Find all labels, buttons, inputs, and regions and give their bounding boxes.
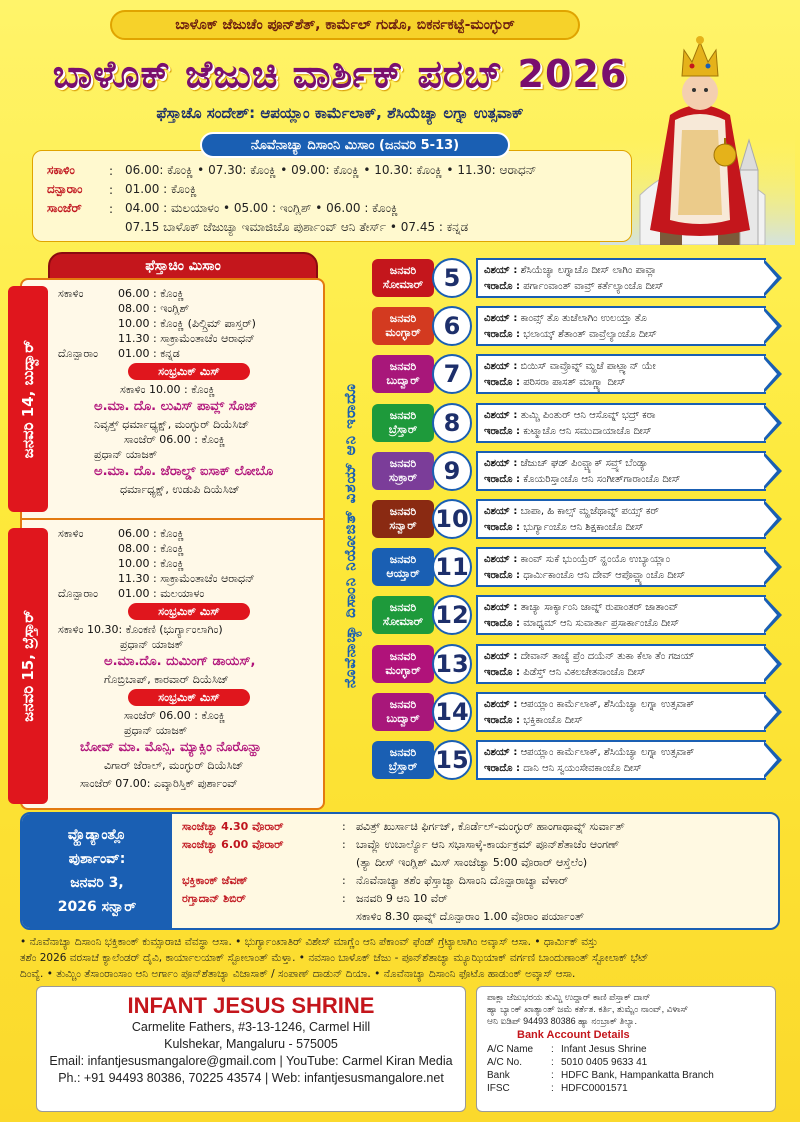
vishay-label: ವಿಶಯ್ : xyxy=(484,747,518,758)
colon: : xyxy=(109,182,114,197)
novena-day-row xyxy=(372,451,784,491)
day-month-label: ಜನವರಿ xyxy=(389,360,417,373)
day1-date-strip xyxy=(8,286,48,512)
irado-text: ಭುರ್ಗ್ಯಾಂಚೊ ಆನಿ ಶಿಕ್ಷಕಾಂಚೊ ದೀಸ್ xyxy=(523,522,644,533)
day-month-label: ಜನವರಿ xyxy=(389,312,417,325)
day-month-label: ಜನವರಿ xyxy=(389,746,417,759)
novena-day-row xyxy=(372,354,784,394)
procession-details xyxy=(182,818,772,926)
shrine-name: INFANT JESUS SHRINE xyxy=(127,993,375,1018)
mass-row xyxy=(58,526,320,541)
vishay-label: ವಿಶಯ್ : xyxy=(484,313,518,324)
bank-intro-line: ಆನಿ ಐಡಿಪ್ 94493 80386 ಹ್ಯಾ ನಂಬ್ರಾಕ್ ತಿಲ್ಯಾ. xyxy=(487,1016,638,1026)
novena-day-row xyxy=(372,644,784,684)
mass-time: 08.00 : ಇಂಗ್ಲಿಶ್ xyxy=(118,302,190,315)
note-line: • ನೊವೆನಾಚ್ಯಾ ದಿಸಾಂನಿ ಭಕ್ತಿಕಾಂಕ್ ಕುಮ್ಸಾರಾಚಿ ವೆವಸ್ಥಾ ಆಸಾ. • ಭುರ್ಗ್ಯಾಂಖಾತಿರ್ ವಿಶೇಸ್ ಮಾಗ್ಣೆಂ ಆನಿ ಪೆಕಾಂವ್ ಫೆಂಡ್ ಗ್ರೆಟ್ಯಾಲಾಗಿಂ ಅವ್ಕಾಸ್ ಆಸಾ. • ಧಾರ್ಮಿಕ್ ವಸ್ತು xyxy=(20,936,598,948)
procession-key: ಸಾಂಜೆಚ್ಯಾ 6.00 ವೊರಾರ್ xyxy=(182,838,284,851)
solemn-mass-pill: ಸಂಭ್ರಮಿಕ್ ಮಿಸ್ xyxy=(128,689,250,706)
mass-time: 01.00 : ಕನ್ನಡ xyxy=(118,347,180,360)
day-month-label: ಜನವರಿ xyxy=(389,698,417,711)
celebrant-role: ನಿವೃತ್ತ್ ಧರ್ಮಾಧ್ಯಕ್ಷ್, ಮಂಗ್ಳುರ್ ದಿಯೆಸಿಜ್ xyxy=(94,418,250,431)
theme-line: ಫೆಸ್ತಾಚೊ ಸಂದೇಶ್: ಆಪಯ್ಲಾಂ ಕಾರ್ಮೆಲಾಕ್, ಶೆಸಿಯೆಚ್ಯಾ ಲಗ್ನಾ ಉತ್ಸವಾಕ್ xyxy=(156,104,524,122)
day-badge xyxy=(372,596,434,634)
vishay-label: ವಿಶಯ್ : xyxy=(484,265,518,276)
day-number: 14 xyxy=(432,692,472,732)
colon: : xyxy=(342,820,346,833)
irado-text: ಧಾರ್ಮಿಕಾಂಚೊ ಆನಿ ದೇವ್ ಆಪೊವ್ಣ್ಯಾಂಚೊ ದೀಸ್ xyxy=(523,570,686,581)
day-month-label: ಜನವರಿ xyxy=(389,457,417,470)
day-theme-info xyxy=(476,692,766,732)
procession-value: ಪವಿತ್ರ್ ಖುರ್ಸಾಚಿ ಫಿರ್ಗಜ್, ಕೊರ್ಡೆಲ್-ಮಂಗ್ಳುರ್ ಹಾಂಗಾಥಾವ್ನ್ ಸುರ್ವಾತ್ xyxy=(356,820,625,833)
vishay-label: ವಿಶಯ್ : xyxy=(484,554,518,565)
novena-schedule-box xyxy=(32,150,632,242)
time-label: ಸಕಾಳಿಂ xyxy=(58,287,84,300)
note-line: ತಶೆಂ 2026 ವರಸಾಚೆ ಕ್ಯಾಲೆಂಡರ್ ದೈವಿ, ಕಾರ್ಯಾಲಯಾಕ್ ಸ್ಟೋಲಾಂತ್ ಮೆಳ್ತಾ. • ನವಸಾಂ ಬಾಳೊಕ್ ಜೆಜು - ಪೂನ್‌ಶೆತಾಚ್ಯಾ ಮ್ಯೂಝಿಯಾಕ್ ವರ್ಗಣಿ ಬಾಂದುಣಾಂತ್ ಸ್ಟೋಲಾಕ್ ಭೆಟ್ xyxy=(20,952,649,964)
arrow-tip-icon xyxy=(764,595,784,635)
day-weekday-label: ಸುಕ್ರಾರ್ xyxy=(388,471,418,484)
irado-label: ಇರಾದೊ : xyxy=(484,763,521,774)
novena-day-row xyxy=(372,403,784,443)
day-number: 13 xyxy=(432,644,472,684)
bank-row xyxy=(487,1069,765,1082)
irado-text: ಪರಿಸರಾ ಪಾಸತ್ ಮಾಗ್ಣ್ಯಾ ದೀಸ್ xyxy=(523,377,626,388)
novena-day-row xyxy=(372,547,784,587)
arrow-tip-icon xyxy=(764,692,784,732)
day-weekday-label: ಬುದ್ವಾರ್ xyxy=(386,374,420,387)
bank-intro xyxy=(487,991,765,1027)
arrow-tip-icon xyxy=(764,306,784,346)
day-number: 7 xyxy=(432,354,472,394)
day-irado-line xyxy=(484,279,760,295)
day-irado-line xyxy=(484,713,760,729)
mass-row xyxy=(58,286,320,301)
day-badge xyxy=(372,693,434,731)
celebrant-title: ಪ್ರಧಾನ್ ಯಾಜಕ್ xyxy=(94,448,158,461)
shrine-address-line: Carmelite Fathers, #3-13-1246, Carmel Hill xyxy=(131,1020,371,1034)
time-label: ಸಕಾಳಿಂ xyxy=(58,527,84,540)
day-weekday-label: ಸೋಮಾರ್ xyxy=(382,278,424,291)
colon: : xyxy=(551,1083,554,1094)
day-irado-line xyxy=(484,761,760,777)
celebrant-name: ಬೋವ್ ಮಾ. ಮೊನ್ಸಿ. ಮ್ಯಾಕ್ಸಿಂ ನೊರೊನ್ಹಾ xyxy=(80,740,262,755)
procession-value: (ತ್ಯಾ ದೀಸ್ ಇಂಗ್ಲಿಶ್ ಮಿಸ್ ಸಾಂಜೆಚ್ಯಾ 5:00 ವೊರಾರ್ ಆಸ್ತೆಲೆಂ) xyxy=(356,856,588,869)
arrow-tip-icon xyxy=(764,403,784,443)
day-theme-info xyxy=(476,354,766,394)
vishay-label: ವಿಶಯ್ : xyxy=(484,651,518,662)
mass-row xyxy=(58,586,320,601)
mass-row xyxy=(58,556,320,571)
procession-label xyxy=(22,814,172,928)
novena-day-row xyxy=(372,595,784,635)
colon: : xyxy=(109,201,114,216)
celebrant-role: ಗೊಬ್ರಿಬಾಪ್, ಕಾರವಾರ್ ದಿಯೆಸಿಜ್ xyxy=(104,673,229,686)
procession-value: ಬಾವ್ಲೊ ಉಬಾರ್ಲ್ಯೊ ಆನಿ ಸಭಾಸಾಳ್ಕೆ-ಕಾರ್ಯಕ್ರಮ್ ಪೂನ್‌ಶೆತಾಚೆಂ ಆಂಗಣ್ xyxy=(356,838,620,851)
arrow-tip-icon xyxy=(764,499,784,539)
procession-line xyxy=(182,908,772,926)
arrow-tip-icon xyxy=(764,451,784,491)
arrow-tip-icon xyxy=(764,547,784,587)
procession-label-line: ಪುರ್ಶಾಂವ್: xyxy=(68,851,126,867)
procession-line xyxy=(182,872,772,890)
day-month-label: ಜನವರಿ xyxy=(389,409,417,422)
day-number: 8 xyxy=(432,403,472,443)
day-number: 15 xyxy=(432,740,472,780)
day-month-label: ಜನವರಿ xyxy=(389,650,417,663)
vishay-text: ಕಾಂವ್ಸ್ ತೊ ತುಜೆಲಾಗಿಂ ಉಲಯ್ತಾ ತೊ xyxy=(520,313,647,324)
day-badge xyxy=(372,548,434,586)
vishay-text: ತಾಚ್ಯಾ ಸಾರ್ಕ್ಯಾಂನಿ ಜಾವ್ನ್ ರುಪಾಂತರ್ ಜಾತಾಂವ್ xyxy=(520,602,679,613)
day-number: 10 xyxy=(432,499,472,539)
mass-time: 11.30 : ಸಾಕ್ರಾಮೆಂತಾಚೆಂ ಆರಾಧನ್ xyxy=(118,332,255,345)
bank-key: Bank xyxy=(487,1070,510,1081)
procession-label-line: 2026 ಸನ್ವಾರ್ xyxy=(57,899,137,915)
mass-time: 10.00 : ಕೊಂಕ್ಣಿ xyxy=(118,557,185,570)
day-vishay-line xyxy=(484,456,760,472)
novena-day-row xyxy=(372,740,784,780)
day-irado-line xyxy=(484,472,760,488)
schedule-row-noon xyxy=(47,180,617,199)
day2-date-strip xyxy=(8,528,48,804)
irado-label: ಇರಾದೊ : xyxy=(484,474,521,485)
notes-section xyxy=(20,934,780,984)
vishay-label: ವಿಶಯ್ : xyxy=(484,699,518,710)
solemn-mass-time: ಸಕಾಳಿಂ 10.30: ಕೊಂಕಣಿ (ಭುರ್ಗ್ಯಾಂಲಾಗಿಂ) xyxy=(58,623,223,636)
irado-text: ಮಾಧ್ಯಮ್ ಆನಿ ಸುವಾರ್ತಾ ಪ್ರಸಾರ್ಕಾಂಚೊ ದೀಸ್ xyxy=(523,618,680,629)
mass-row xyxy=(58,331,320,346)
day-weekday-label: ಆಯ್ತಾರ್ xyxy=(386,567,420,580)
day-badge xyxy=(372,404,434,442)
bank-row xyxy=(487,1056,765,1069)
mass-row xyxy=(58,316,320,331)
procession-line xyxy=(182,854,772,872)
day2-date-label: ಜನವರಿ 15, ಬ್ರೆಸ್ತಾರ್ xyxy=(19,610,37,722)
procession-key xyxy=(182,908,342,926)
mass-row xyxy=(58,346,320,361)
novena-dates-pill: ನೊವೆನಾಚ್ಯಾ ದಿಸಾಂನಿ ಮಿಸಾಂ (ಜನವರಿ 5-13) xyxy=(200,132,510,158)
vertical-title-text: ನೊವೆನಾಚ್ಯಾ ದಿಸಾಂನಿ ನಿಯೋಜಿತ್ ವಿಶಯ್ ಆನಿ ಇರಾದೊ xyxy=(341,383,359,689)
procession-value: ಜನವರಿ 9 ಆನಿ 10 ವೆರ್ xyxy=(356,892,448,905)
evening-mass-time: ಸಾಂಜೆರ್ 06.00 : ಕೊಂಕ್ಣಿ xyxy=(124,709,226,722)
panel-divider xyxy=(22,518,323,520)
day-irado-line xyxy=(484,375,760,391)
shrine-contact-card xyxy=(36,986,466,1112)
day-vishay-line xyxy=(484,697,760,713)
novena-day-row xyxy=(372,499,784,539)
vishay-text: ಆಪಯ್ಲಾಂ ಕಾರ್ಮೆಲಾಕ್, ಶೆಸಿಯೆಚ್ಯಾ ಲಗ್ನಾ ಉತ್ಸವಾಕ್ xyxy=(520,747,695,758)
bank-intro-line: ಪಾಕ್ಲಾ ಜೆಜುಭರಯ ತುಮ್ಚಿ ಉದ್ದಾರ್ ಕಾಣಿ ಪೆಸ್ತಾಕ್ ದಾನ್ xyxy=(487,992,651,1002)
shrine-phone-web[interactable]: Ph.: +91 94493 80386, 70225 43574 | Web: infantjesusmangalore.net xyxy=(58,1071,444,1085)
schedule-text: 01.00 : ಕೊಂಕ್ಣಿ xyxy=(125,182,198,196)
day-number: 12 xyxy=(432,595,472,635)
irado-text: ಭಕ್ತಿಕಾಂಚೊ ದೀಸ್ xyxy=(523,715,583,726)
vishay-text: ಆಪಯ್ಲಾಂ ಕಾರ್ಮೆಲಾಕ್, ಶೆಸಿಯೆಚ್ಯಾ ಲಗ್ನಾ ಉತ್ಸವಾಕ್ xyxy=(520,699,695,710)
day1-date-label: ಜನವರಿ 14, ಬುದ್ವಾರ್ xyxy=(19,339,37,459)
evening-mass-time: ಸಾಂಜೆರ್ 06.00 : ಕೊಂಕ್ಣಿ xyxy=(124,433,226,446)
day-weekday-label: ಬುದ್ವಾರ್ xyxy=(386,712,420,725)
bank-value: HDFC0001571 xyxy=(561,1083,628,1094)
arrow-tip-icon xyxy=(764,740,784,780)
eucharistic-procession-time: ಸಾಂಜೆರ್ 07.00: ಎವ್ಕಾರಿಸ್ತಿಕ್ ಪುರ್ಶಾಂವ್ xyxy=(80,777,238,790)
solemn-mass-time: ಸಕಾಳಿಂ 10.00 : ಕೊಂಕ್ಣಿ xyxy=(120,383,216,396)
procession-key: ಸಾಂಜೆಚ್ಯಾ 4.30 ವೊರಾರ್ xyxy=(182,820,284,833)
irado-label: ಇರಾದೊ : xyxy=(484,281,521,292)
day-irado-line xyxy=(484,424,760,440)
day-vishay-line xyxy=(484,263,760,279)
vishay-text: ತುಮ್ಚಿ ಪಿಂತುರ್ ಆನಿ ಆಸೊವ್ನ್ ಭದ್ರ್ ಕರಾ xyxy=(520,410,656,421)
celebrant-title: ಪ್ರಧಾನ್ ಯಾಜಕ್ xyxy=(120,638,184,651)
mass-time: 06.00 : ಕೊಂಕ್ಣಿ xyxy=(118,527,185,540)
colon: : xyxy=(551,1044,554,1055)
celebrant-name: ಅ.ಮಾ.ದೊ. ದುಮಿಂಗ್ ಡಾಯಸ್, xyxy=(104,654,256,669)
mass-time: 01.00 : ಮಲಯಾಳಂ xyxy=(118,587,205,600)
procession-key: ರಗ್ತಾದಾನ್ ಶಿಬಿರ್ xyxy=(182,892,246,905)
bank-row xyxy=(487,1043,765,1056)
day-badge xyxy=(372,500,434,538)
bank-intro-line: ಹ್ಯಾ ಬ್ಯಾಂಕ್ ಖಾತ್ಯಾಂತ್ ಜಮೆ ಕರ್ತೆತ. ಕರ್ತಿ, ತುಮ್ಚೆಂ ನಾಂವ್, ವಿಳಾಸ್ xyxy=(487,1004,689,1014)
bank-value: 5010 0405 9633 41 xyxy=(561,1057,648,1068)
day-number: 5 xyxy=(432,258,472,298)
day-badge xyxy=(372,259,434,297)
day-vishay-line xyxy=(484,311,760,327)
shrine-address-line: Kulshekar, Mangaluru - 575005 xyxy=(164,1037,338,1051)
note-line: ದಿಂವ್ಯೆ. • ತುಮ್ಚಿಂ ತೆಸಾಂರಾಂಸಾಂ ಆನಿ ಅರ್ಗಾಂ ಪೂನ್‌ಶೆತಾಚ್ಯಾ ವಿಜಾಸಾಕ್ / ಸಂಪಾಣ್ ದಾಡುನ್ ದಿಯಾ. • ನೊವೆನಾಚ್ಯಾ ದಿಸಾಂನಿ ಫೊಟೊ ಹಾಡುಂಕ್ ಅವ್ಕಾಸ್ ಆಸಾ. xyxy=(20,968,576,980)
page-title: ಬಾಳೊಕ್ ಜೆಜುಚಿ ವಾರ್ಶಿಕ್ ಪರಬ್ 2026 xyxy=(52,51,628,96)
mass-row xyxy=(58,301,320,316)
irado-label: ಇರಾದೊ : xyxy=(484,618,521,629)
irado-label: ಇರಾದೊ : xyxy=(484,522,521,533)
irado-text: ಕುಟ್ಮಾಚೊ ಆನಿ ಸಮುದಾಯಾಚೊ ದೀಸ್ xyxy=(523,426,652,437)
irado-label: ಇರಾದೊ : xyxy=(484,426,521,437)
day-badge xyxy=(372,355,434,393)
day-theme-info xyxy=(476,547,766,587)
day-irado-line xyxy=(484,327,760,343)
vishay-text: ದೇವಾನ್ ತಾಚ್ಯೆ ಪ್ರೆಂ ದಯೆನ್ ತುಕಾ ಕೆಲಾ ತೆಂ ಗಜಯ್ xyxy=(520,651,695,662)
vishay-text: ಬಿಯಿಸ್ ವಾವ್ರೊವ್ನ್ ಮ್ಹಜೆ ಪಾಟ್ಲ್ಯಾನ್ ಯೇ xyxy=(520,361,656,372)
schedule-text: 07.15 ಬಾಳೊಕ್ ಜೆಜುಚ್ಯಾ ಇಮಾಜಿಚೊ ಪುರ್ಶಾಂವ್ ಆನಿ ತೇರ್ಸ್ • 07.45 : ಕನ್ನಡ xyxy=(125,220,469,234)
irado-label: ಇರಾದೊ : xyxy=(484,667,521,678)
procession-key: ಭಕ್ತಿಕಾಂಕ್ ಜೆವಣ್ xyxy=(182,874,248,887)
celebrant-name: ಅ.ಮಾ. ದೊ. ಲುವಿಸ್ ಪಾವ್ಲ್ ಸೊಜ್ xyxy=(94,399,258,414)
day-weekday-label: ಸನ್ವಾರ್ xyxy=(389,519,417,532)
schedule-label: ಸಾಂಜೆರ್ xyxy=(47,201,82,215)
vishay-text: ಬಾಪಾ, ಹಿ ಕಾಲ್ಸ್ ಮ್ಹಜೆಥಾವ್ನ್ ಪಯ್ಸ್ ಕರ್ xyxy=(520,506,659,517)
colon: : xyxy=(342,892,346,905)
spacer xyxy=(342,908,356,926)
novena-day-row xyxy=(372,258,784,298)
novena-day-row xyxy=(372,306,784,346)
procession-key xyxy=(182,854,342,872)
procession-line xyxy=(182,818,772,836)
day-vishay-line xyxy=(484,745,760,761)
top-banner: ಬಾಳೊಕ್ ಜೆಜುಚೆಂ ಪೂನ್‌ಶೆತ್, ಕಾರ್ಮೆಲ್ ಗುಡೊ, ಬಿಕರ್ನಕಟ್ಟೆ-ಮಂಗ್ಳುರ್ xyxy=(110,10,580,40)
time-label: ದೊನ್ಪಾರಾಂ xyxy=(58,587,98,600)
procession-line xyxy=(182,836,772,854)
novena-day-row xyxy=(372,692,784,732)
bank-details-card xyxy=(476,986,776,1112)
irado-text: ದಾನಿ ಆನಿ ಸ್ವಯಂಸೇವಕಾಂಚೊ ದೀಸ್ xyxy=(523,763,642,774)
vishay-text: ಕಾಂವ್ ಸುಕೆ ಭುಂಯ್ರೆರ್ ನ್ಹಂಯೊ ಉಬ್ಯಾಯ್ಲಾಂ xyxy=(520,554,670,565)
colon: : xyxy=(551,1070,554,1081)
day-theme-info xyxy=(476,499,766,539)
mass-time: 10.00 : ಕೊಂಕ್ಣಿ (ಪಿಲ್ಗ್ರಿಮ್ ಪಾಸ್ತರ್) xyxy=(118,317,256,330)
bank-row xyxy=(487,1082,765,1095)
mass-row xyxy=(58,541,320,556)
irado-label: ಇರಾದೊ : xyxy=(484,329,521,340)
irado-text: ಪರ್ಗಾಂವಾಂತ್ ವಾವ್ರ್ ಕರ್ತೆಲ್ಯಾಂಚೊ ದೀಸ್ xyxy=(523,281,664,292)
celebrant-role: ಧರ್ಮಾಧ್ಯಕ್ಷ್, ಉಡುಪಿ ದಿಯೆಸಿಜ್ xyxy=(120,483,240,496)
novena-themes-vertical-title xyxy=(328,262,372,810)
schedule-label: ಸಕಾಳಿಂ xyxy=(47,163,75,177)
day-irado-line xyxy=(484,665,760,681)
day-weekday-label: ಮಂಗ್ಳಾರ್ xyxy=(385,326,421,339)
day-number: 11 xyxy=(432,547,472,587)
day-theme-info xyxy=(476,258,766,298)
day-irado-line xyxy=(484,616,760,632)
day-badge xyxy=(372,452,434,490)
schedule-text: 06.00: ಕೊಂಕ್ಣಿ • 07.30: ಕೊಂಕ್ಣಿ • 09.00: ಕೊಂಕ್ಣಿ • 10.30: ಕೊಂಕ್ಣಿ • 11.30: ಆರಾಧನ್ xyxy=(125,163,537,177)
day-vishay-line xyxy=(484,552,760,568)
colon: : xyxy=(342,874,346,887)
colon: : xyxy=(109,163,114,178)
irado-text: ಭಲಾಯ್ಕ್ ಶೆತಾಂತ್ ವಾವ್ರೆಲ್ಯಾಂಚೊ ದೀಸ್ xyxy=(523,329,657,340)
schedule-label: ದನ್ಪಾರಾಂ xyxy=(47,182,83,196)
mass-time: 11.30 : ಸಾಕ್ರಾಮೆಂತಾಚೆಂ ಆರಾಧನ್ xyxy=(118,572,255,585)
celebrant-title: ಪ್ರಧಾನ್ ಯಾಜಕ್ xyxy=(124,724,188,737)
day-theme-info xyxy=(476,306,766,346)
day-badge xyxy=(372,645,434,683)
day-vishay-line xyxy=(484,600,760,616)
arrow-tip-icon xyxy=(764,354,784,394)
procession-value: ನೊವೆನಾಚ್ಯಾ ತಶೆಂ ಫೆಸ್ತಾಚ್ಯಾ ದಿಸಾಂನಿ ದೊನ್ಪಾರಾಚ್ಯಾ ವೆಳಾರ್ xyxy=(356,874,569,887)
spacer xyxy=(342,854,356,872)
mass-time: 06.00 : ಕೊಂಕ್ಣಿ xyxy=(118,287,185,300)
bank-value: HDFC Bank, Hampankatta Branch xyxy=(561,1070,714,1081)
day-weekday-label: ಬ್ರೆಸ್ತಾರ್ xyxy=(388,760,418,773)
procession-value: ಸಕಾಳಿಂ 8.30 ಥಾವ್ನ್ ದೊನ್ಪಾರಾಂ 1.00 ವೊರಾಂ ಪರ್ಯಾಂತ್ xyxy=(356,910,585,923)
day-theme-info xyxy=(476,451,766,491)
mass-row xyxy=(58,571,320,586)
day-vishay-line xyxy=(484,649,760,665)
vishay-label: ವಿಶಯ್ : xyxy=(484,361,518,372)
irado-label: ಇರಾದೊ : xyxy=(484,715,521,726)
schedule-text: 04.00 : ಮಲಯಾಳಂ • 05.00 : ಇಂಗ್ಲಿಶ್ • 06.00 : ಕೊಂಕ್ಣಿ xyxy=(125,201,399,215)
day-month-label: ಜನವರಿ xyxy=(389,553,417,566)
vishay-text: ಜೆಜುಚ್ ಘಡ್ ಪಿಂವ್ಚ್ಯಾಕ್ ಸವ್ರ್ನ್ ಬೆಂಡ್ಯಾ xyxy=(520,458,649,469)
bank-title: Bank Account Details xyxy=(517,1029,630,1041)
day-weekday-label: ಬ್ರೆಸ್ತಾರ್ xyxy=(388,423,418,436)
irado-text: ಕೊಯರಿಸ್ತಾಂಚೊ ಆನಿ ಸಂಗೀತ್‌ಗಾರಾಂಚೊ ದೀಸ್ xyxy=(523,474,681,485)
vishay-text: ಶೆಸಿಯೆಚ್ಯಾ ಲಗ್ನಾಚೊ ದೀಸ್ ಲಾಗಿಂ ಪಾವ್ಲಾ xyxy=(520,265,657,276)
day-weekday-label: ಸೋಮಾರ್ xyxy=(382,615,424,628)
day-month-label: ಜನವರಿ xyxy=(389,601,417,614)
procession-label-line: ವ್ಹೊಡ್ಯಾಂತ್ಲೊ xyxy=(67,827,127,843)
day-number: 6 xyxy=(432,306,472,346)
day-irado-line xyxy=(484,520,760,536)
day-badge xyxy=(372,741,434,779)
day-irado-line xyxy=(484,568,760,584)
schedule-row-morning xyxy=(47,161,617,180)
bank-key: IFSC xyxy=(487,1083,510,1094)
day-theme-info xyxy=(476,403,766,443)
colon: : xyxy=(551,1057,554,1068)
day-theme-info xyxy=(476,595,766,635)
arrow-tip-icon xyxy=(764,644,784,684)
irado-text: ಪಿಡೆಸ್ತ್ ಆನಿ ವಿಕಲಚೇತನಾಂಚೊ ದೀಸ್ xyxy=(523,667,646,678)
celebrant-role: ವಿಗಾರ್ ಜೆರಾಲ್, ಮಂಗ್ಳುರ್ ದಿಯೆಸಿಜ್ xyxy=(104,759,244,772)
day-month-label: ಜನವರಿ xyxy=(389,264,417,277)
day2-masses xyxy=(58,526,320,791)
day-month-label: ಜನವರಿ xyxy=(389,505,417,518)
festive-masses-header: ಫೆಸ್ತಾಚಿಂ ಮಿಸಾಂ xyxy=(48,252,318,280)
vishay-label: ವಿಶಯ್ : xyxy=(484,506,518,517)
day1-masses xyxy=(58,286,320,497)
colon: : xyxy=(342,838,346,851)
shrine-email-youtube[interactable]: Email: infantjesusmangalore@gmail.com | YouTube: Carmel Kiran Media xyxy=(49,1054,453,1068)
day-vishay-line xyxy=(484,408,760,424)
mass-time: 08.00 : ಕೊಂಕ್ಣಿ xyxy=(118,542,185,555)
irado-label: ಇರಾದೊ : xyxy=(484,570,521,581)
time-label: ದೊನ್ಪಾರಾಂ xyxy=(58,347,98,360)
day-theme-info xyxy=(476,644,766,684)
bank-value: Infant Jesus Shrine xyxy=(561,1044,647,1055)
irado-label: ಇರಾದೊ : xyxy=(484,377,521,388)
day-theme-info xyxy=(476,740,766,780)
vishay-label: ವಿಶಯ್ : xyxy=(484,458,518,469)
vishay-label: ವಿಶಯ್ : xyxy=(484,602,518,613)
procession-line xyxy=(182,890,772,908)
schedule-row-procession xyxy=(47,218,617,237)
day-vishay-line xyxy=(484,359,760,375)
solemn-mass-pill: ಸಂಭ್ರಮಿಕ್ ಮಿಸ್ xyxy=(128,363,250,380)
arrow-tip-icon xyxy=(764,258,784,298)
day-weekday-label: ಮಂಗ್ಳಾರ್ xyxy=(385,664,421,677)
schedule-row-evening xyxy=(47,199,617,218)
solemn-mass-pill: ಸಂಭ್ರಮಿಕ್ ಮಿಸ್ xyxy=(128,603,250,620)
day-number: 9 xyxy=(432,451,472,491)
vishay-label: ವಿಶಯ್ : xyxy=(484,410,518,421)
bank-key: A/C Name xyxy=(487,1044,534,1055)
celebrant-name: ಅ.ಮಾ. ದೊ. ಜೆರಾಲ್ಡ್ ಐಸಾಕ್ ಲೋಬೊ xyxy=(94,464,274,479)
procession-label-line: ಜನವರಿ 3, xyxy=(70,875,124,891)
day-badge xyxy=(372,307,434,345)
bank-key: A/C No. xyxy=(487,1057,523,1068)
day-vishay-line xyxy=(484,504,760,520)
